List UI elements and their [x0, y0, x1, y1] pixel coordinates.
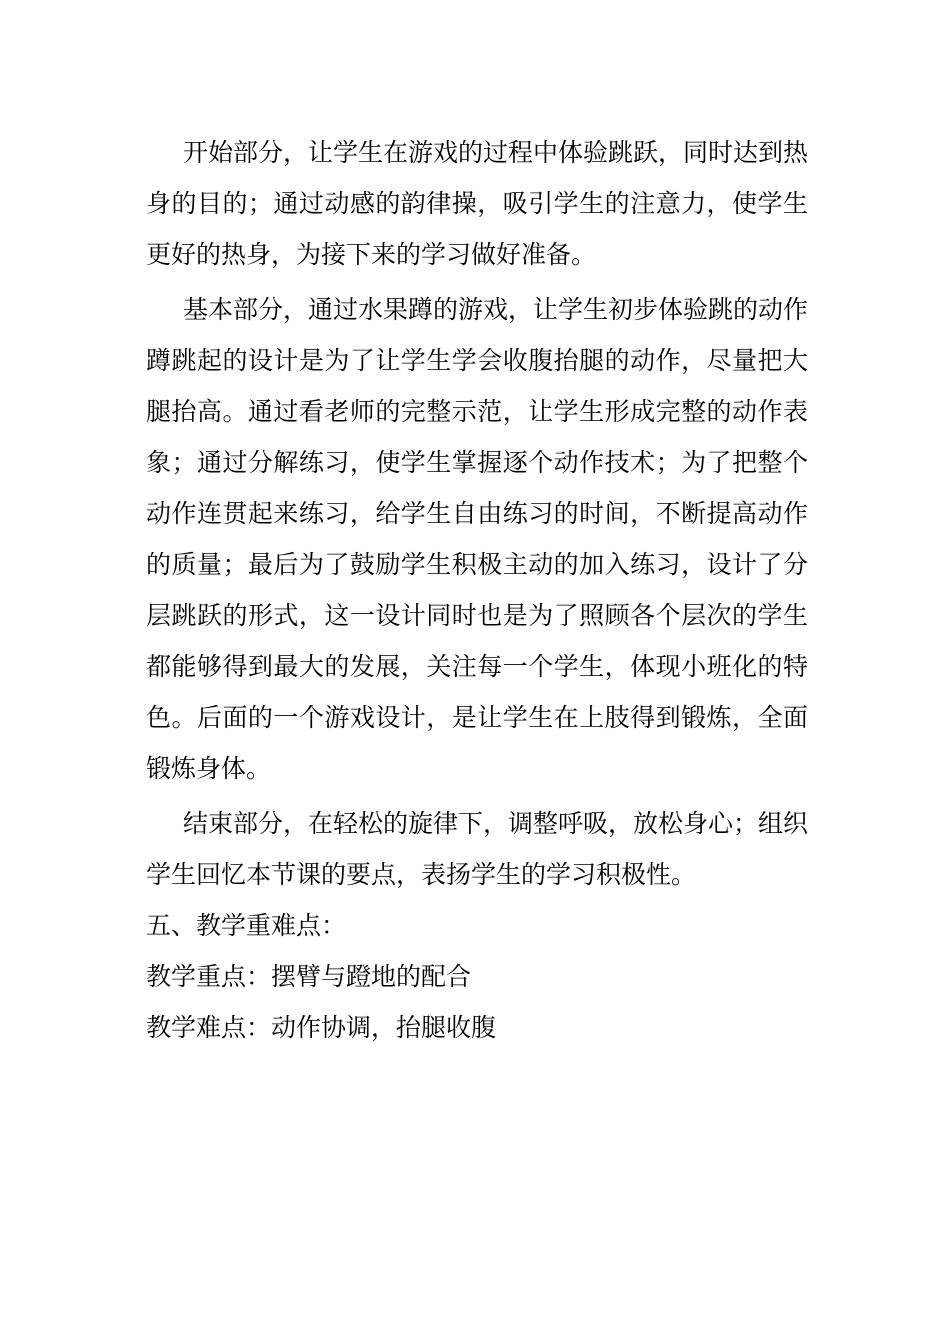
paragraph-ending-part: 结束部分，在轻松的旋律下，调整呼吸，放松身心；组织学生回忆本节课的要点，表扬学生的学习积极性。	[146, 809, 809, 889]
difficulty-line: 教学难点：动作协调，抬腿收腹	[146, 1013, 497, 1042]
paragraph-basic-part: 基本部分，通过水果蹲的游戏，让学生初步体验跳的动作蹲跳起的设计是为了让学生学会收腹抬腿的动作，尽量把大腿抬高。通过看老师的完整示范，让学生形成完整的动作表象；通过分解练习，使学生掌握逐个动作技术；为了把整个动作连贯起来练习，给学生自由练习的时间，不断提高动作的质量；最后为了鼓励学生积极主动的加入练习，设计了分层跳跃的形式，这一设计同时也是为了照顾各个层次的学生都能够得到最大的发展，关注每一个学生，体现小班化的特色。后面的一个游戏设计，是让学生在上肢得到锻炼，全面锻炼身体。	[146, 295, 809, 783]
key-point-line: 教学重点：摆臂与蹬地的配合	[146, 962, 472, 991]
paragraph-opening-part: 开始部分，让学生在游戏的过程中体验跳跃，同时达到热身的目的；通过动感的韵律操，吸引学生的注意力，使学生更好的热身，为接下来的学习做好准备。	[146, 138, 809, 269]
section-heading: 五、教学重难点：	[146, 911, 347, 940]
document-body	[146, 127, 808, 1053]
